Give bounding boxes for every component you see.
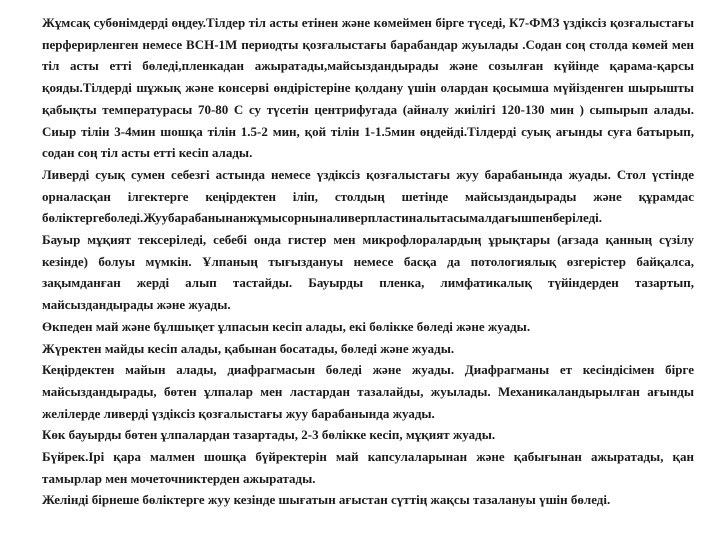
paragraph-tongue-processing: Жұмсақ субөнімдерді өңдеу.Тілдер тіл асты етінен және көмеймен бірге түседі, К7-ФМЗ үздіксіз қозғалыстағы перферирленген немесе ВСН-1М периодты қозғалыстағы барабандар жуылады .Содан соң столда көмей мен тіл асты етті бөледі,пленкадан ажыратады,майсыздандырады және созылған күйінде қарама-қарсы қояды.Тілдерді шұжық және консерві өндірістеріне қолдану үшін олардан қосымша мүйізденген шырышты қабықты температурасы 70-80 С су түсетін центрифугада (айналу жиілігі 120-130 мин ) сыпырып алады. Сиыр тілін 3-4мин шошқа тілін 1.5-2 мин, қой тілін 1-1.5мин өңдейді.Тілдерді суық ағынды суға батырып, содан соң тіл асты етті кесіп алады. (42, 15, 694, 161)
paragraph-liver-inspection: Бауыр мұқият тексеріледі, себебі онда гистер мен микрофлоралардың ұрықтары (ағзада қанның сүзілу кезінде) болуы мүмкін. Ұлпаның тығыздануы немесе басқа да потологиялық өзгерістер байқалса, зақымданған жерді алып тастайды. Бауырды пленка, лимфатикалық түйіндерден тазартып, майсыздандырады және жуады. (42, 232, 694, 313)
paragraph-udder: Желінді бірнеше бөліктерге жуу кезінде шығатын ағыстан сүттің жақсы тазалануы үшін бөледі. (42, 492, 611, 508)
paragraph-spleen: Көк бауырды бөтен ұлпалардан тазартады, 2-3 бөлікке кесіп, мұқият жуады. (42, 427, 496, 443)
paragraph-liver-washing: Ливерді суық сумен себезгі астында немесе үздіксіз қозғалыстағы жуу барабанында жуады. Стол үстінде орналасқан ілгектерге кеңірдектен іліп, столдың шетінде майсыздандырады және құрамдас бөліктергеболеді.Жуубарабанынанжұмысорныналиверпластиналытасымалдағышпенберіледі. (42, 166, 694, 226)
document-page (42, 12, 694, 511)
paragraph-lungs: Өкпеден май және бұлшықет ұлпасын кесіп алады, екі бөлікке бөледі және жуады. (42, 318, 531, 334)
paragraph-kidneys: Бүйрек.Ірі қара малмен шошқа бүйректерін май капсулаларынан және қабығынан ажыратады, қан тамырлар мен мочеточниктерден ажыратады. (42, 449, 694, 486)
paragraph-heart: Жүректен майды кесіп алады, қабынан босатады, бөледі және жуады. (42, 340, 455, 356)
paragraph-trachea-diaphragm: Кеңірдектен майын алады, диафрагмасын бөледі және жуады. Диафрагманы ет кесіндісімен бірге майсыздандырады, бөтен ұлпалар мен ластардан тазалайды, жуылады. Механикаландырылған ағынды желілерде ливерді үздіксіз қозғалыстағы жуу барабанында жуады. (42, 362, 694, 421)
